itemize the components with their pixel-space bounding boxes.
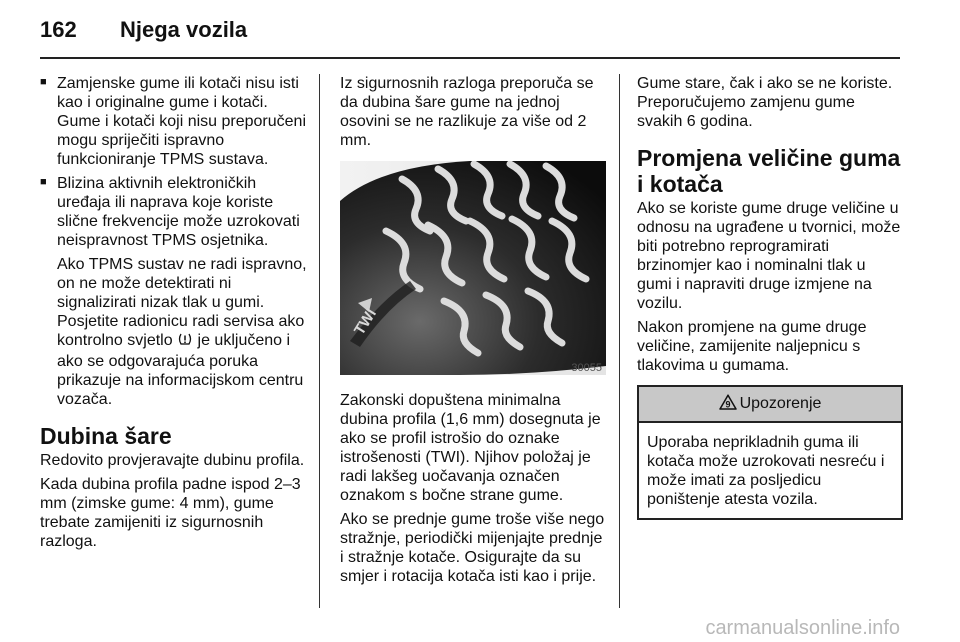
tpms-warning-lamp-icon [177, 332, 193, 352]
chapter-title: Njega vozila [120, 17, 248, 42]
warning-text: Uporaba neprikladnih guma ili kotača može uzrokovati nesreću i može imati za posljedicu poništenje atesta vozila. [647, 434, 885, 508]
paragraph: Kada dubina profila padne ispod 2–3 mm (zimske gume: 4 mm), gume trebate zamijeniti iz sigurnosnih razloga. [40, 476, 301, 550]
column-1 [40, 74, 308, 556]
bullet-item: ■ Blizina aktivnih elektroničkih uređaja ili naprava koje koriste slične frekvencije može uzrokovati neispravnost TPMS osjetnika. [40, 174, 308, 250]
paragraph: Nakon promjene na gume druge veličine, zamijenite naljepnicu s tlakovima u gumama. [637, 319, 867, 374]
tpms-paragraph [40, 255, 308, 409]
bullet-item: ■ Zamjenske gume ili kotači nisu isti kao i originalne gume i kotači. Gume i kotači koji nisu preporučeni mogu spriječiti ispravno funkcioniranje TPMS sustava. [40, 74, 308, 169]
paragraph: Ako se prednje gume troše više nego stražnje, periodički mijenjajte prednje i stražnje kotače. Osigurajte da su smjer i rotacija kotača isti kao i prije. [340, 511, 605, 585]
paragraph: Gume stare, čak i ako se ne koriste. Preporučujemo zamjenu gume svakih 6 godina. [637, 75, 893, 130]
watermark-text: carmanualsonline.info [705, 617, 900, 639]
tpms-text-a: Ako TPMS sustav ne radi ispravno, on ne može detektirati ni signalizirati nizak tlak u gumi. Posjetite radionicu radi servisa ako kontrolno svjetlo [57, 256, 307, 349]
column-3 [637, 74, 903, 520]
figure-code: 30055 [571, 362, 602, 374]
paragraph: Zakonski dopuštena minimalna dubina profila (1,6 mm) dosegnuta je ako se profil istrošio do oznake istrošenosti (TWI). Njihov položaj je radi lakšeg uočavanja označen oznakom s bočne strane gume. [340, 392, 601, 504]
warning-box [637, 385, 903, 520]
warning-title: Upozorenje [739, 395, 822, 412]
twi-marker-label: TWI [350, 305, 380, 339]
section-heading-tread-depth: Dubina šare [40, 423, 172, 449]
tire-tread-illustration [340, 161, 606, 375]
section-heading-size-change: Promjena veličine guma i kotača [637, 145, 901, 197]
page-number: 162 [40, 17, 77, 42]
column-divider-1 [319, 74, 320, 608]
warning-header [639, 387, 901, 423]
paragraph: Ako se koriste gume druge veličine u odnosu na ugrađene u tvornici, može biti potrebno reprogramirati brzinomjer kao i nominalni tlak u gumi i napraviti druge izmjene na vozilu. [637, 200, 901, 312]
column-divider-2 [619, 74, 620, 608]
warning-triangle-icon [719, 389, 737, 423]
paragraph: Redovito provjeravajte dubinu profila. [40, 452, 305, 469]
header-rule [40, 57, 900, 59]
svg-text:9: 9 [725, 399, 731, 410]
column-2 [340, 74, 606, 591]
tpms-text-b: je uključeno i ako se odgovarajuća poruka prikazuje na informacijskom centru vozača. [57, 332, 304, 408]
paragraph: Iz sigurnosnih razloga preporuča se da dubina šare gume na jednoj osovini se ne razlikuje za više od 2 mm. [340, 75, 594, 149]
